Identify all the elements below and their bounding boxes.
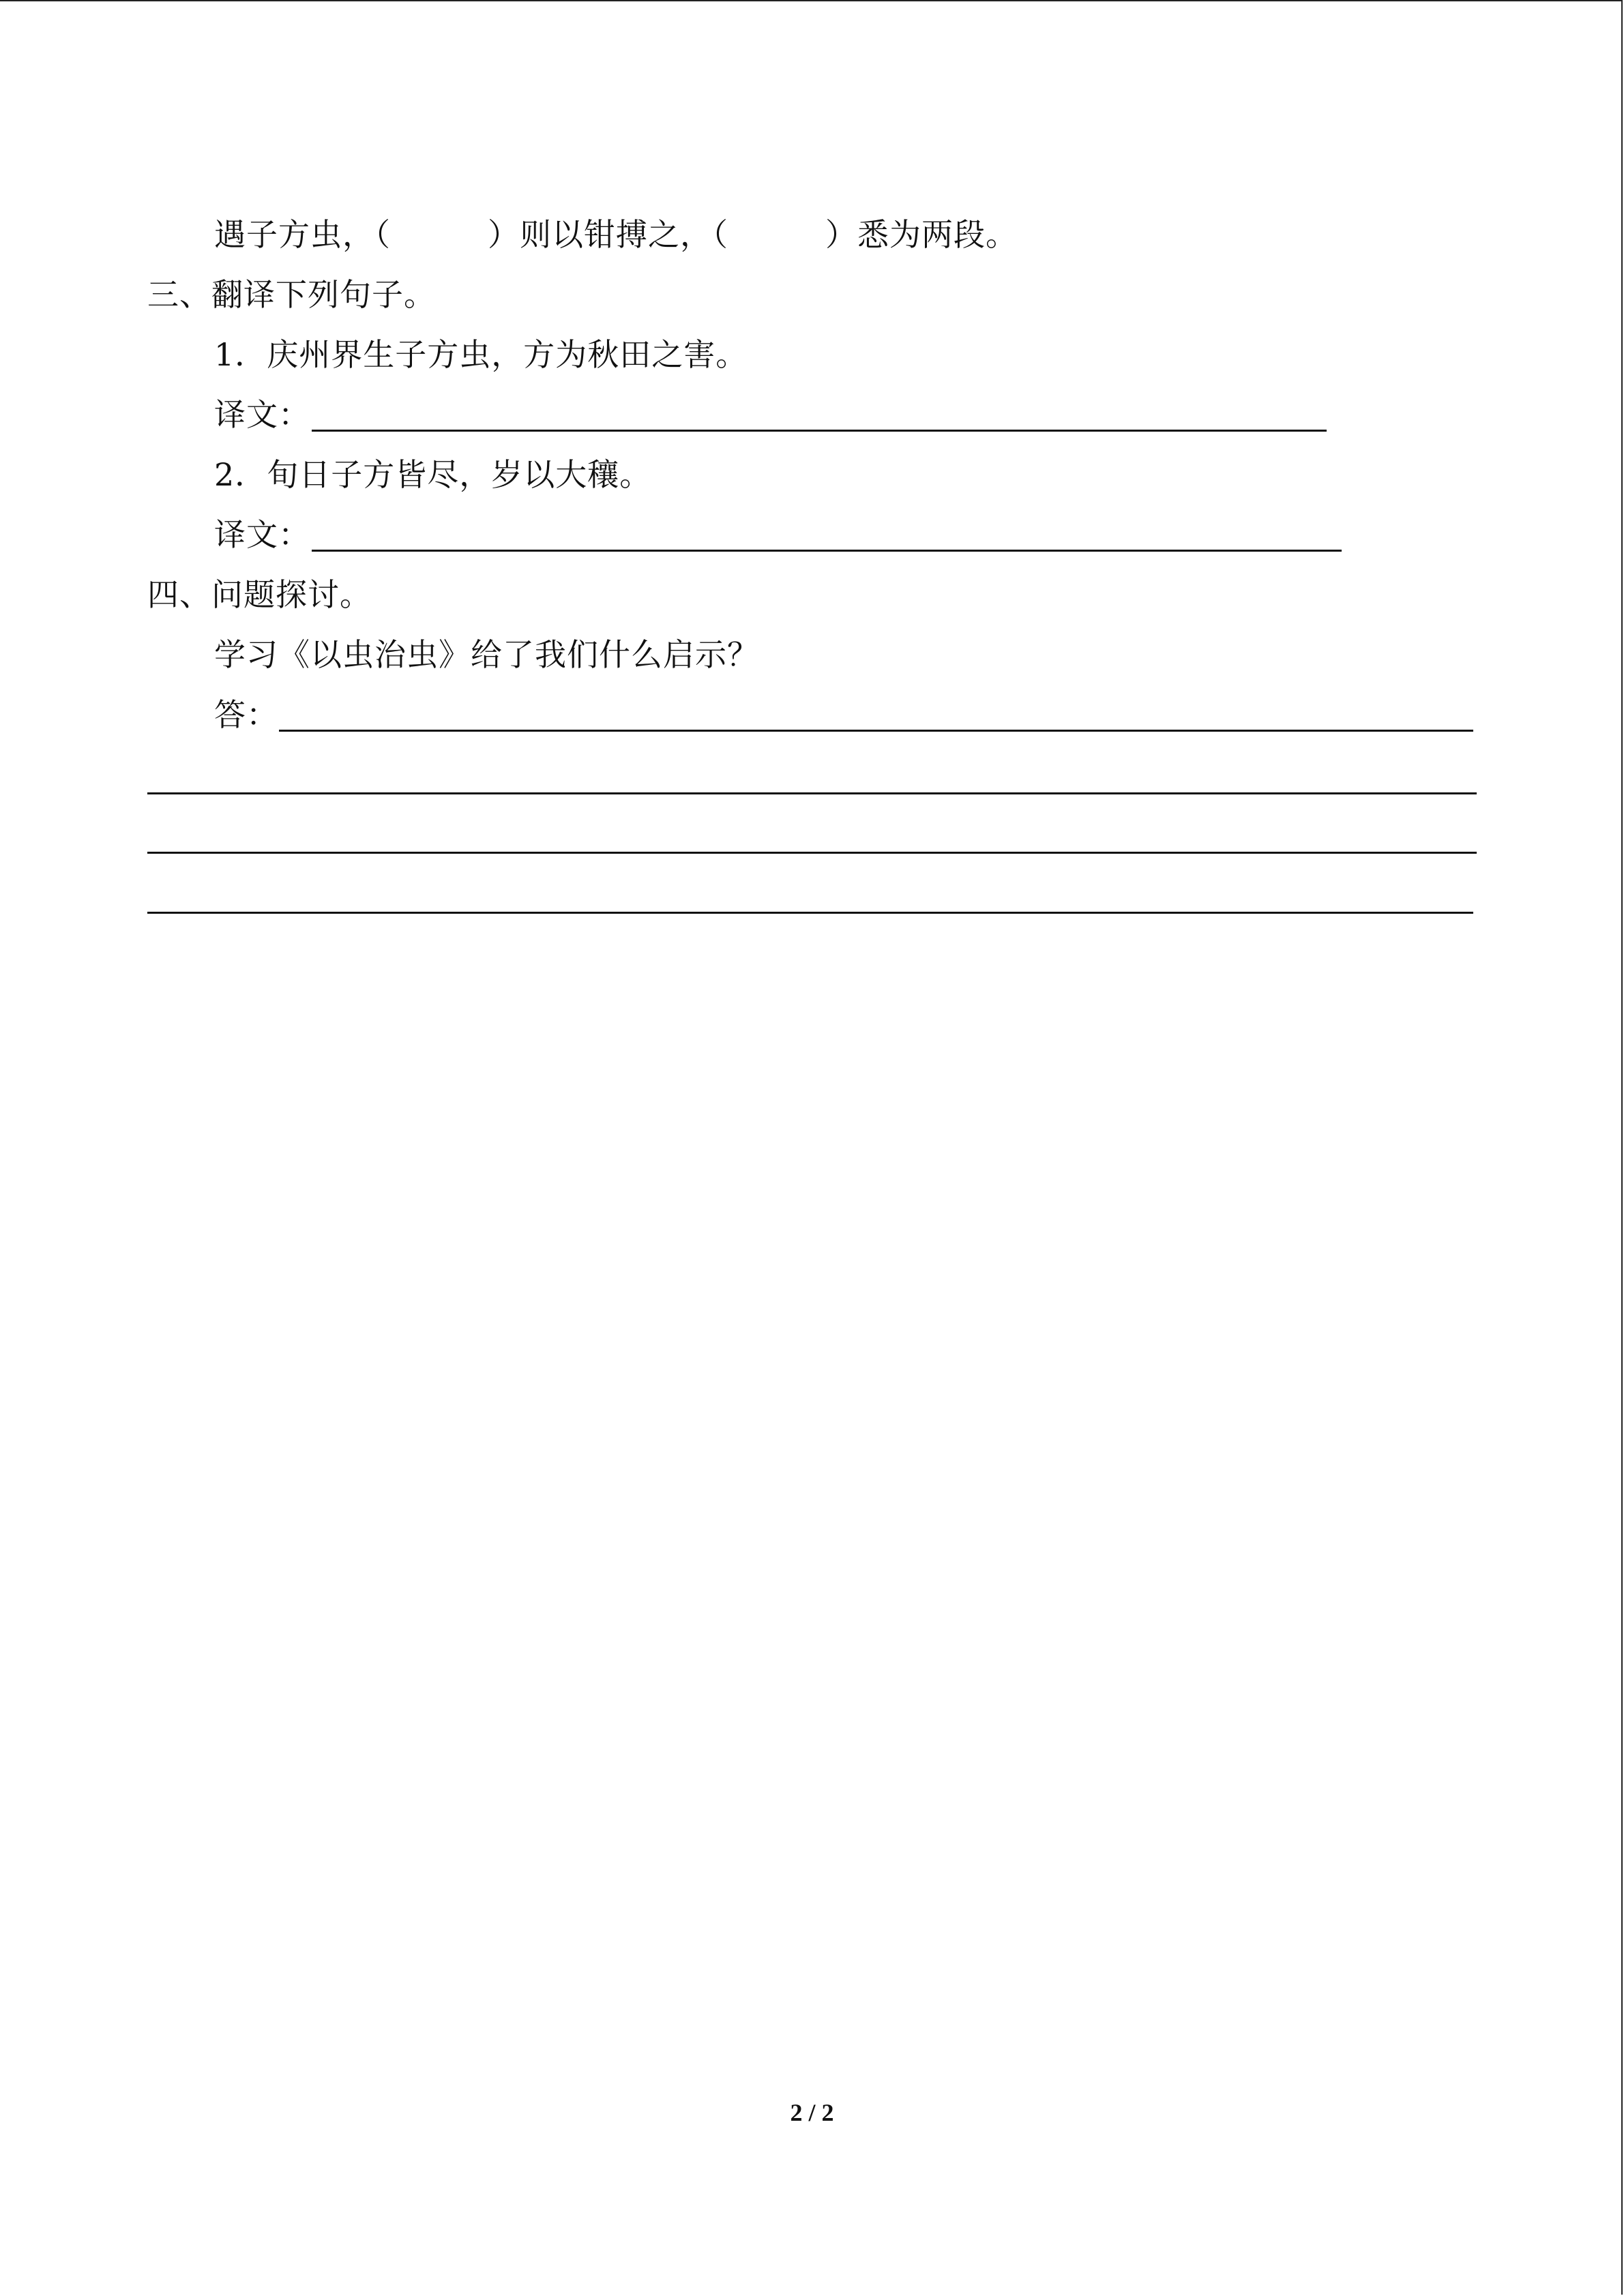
section4-heading: 四、问题探讨。 — [147, 576, 372, 613]
section3-question-2: 2．旬日子方皆尽，岁以大穰。 — [214, 456, 652, 493]
section3-question-1: 1．庆州界生子方虫，方为秋田之害。 — [214, 336, 748, 373]
answer-label-1: 译文： — [214, 396, 310, 433]
answer-line-2[interactable] — [312, 550, 1342, 552]
answer-line-6[interactable] — [147, 912, 1473, 914]
answer-line-5[interactable] — [147, 852, 1477, 854]
answer-label-2: 译文： — [214, 516, 310, 553]
carryover-part2: ）则以钳搏之，（ — [488, 216, 728, 253]
section4-question: 学习《以虫治虫》给了我们什么启示？ — [214, 636, 759, 673]
page-number: 2 / 2 — [790, 2099, 834, 2126]
carryover-part1: 遇子方虫，（ — [214, 216, 391, 253]
section3-heading: 三、翻译下列句子。 — [147, 276, 436, 313]
answer-label-3: 答： — [214, 696, 278, 733]
answer-line-1[interactable] — [312, 430, 1327, 432]
answer-line-3[interactable] — [279, 730, 1473, 732]
carryover-sentence — [214, 215, 1018, 254]
carryover-part3: ）悉为两段。 — [825, 216, 1018, 253]
answer-line-4[interactable] — [147, 792, 1477, 794]
